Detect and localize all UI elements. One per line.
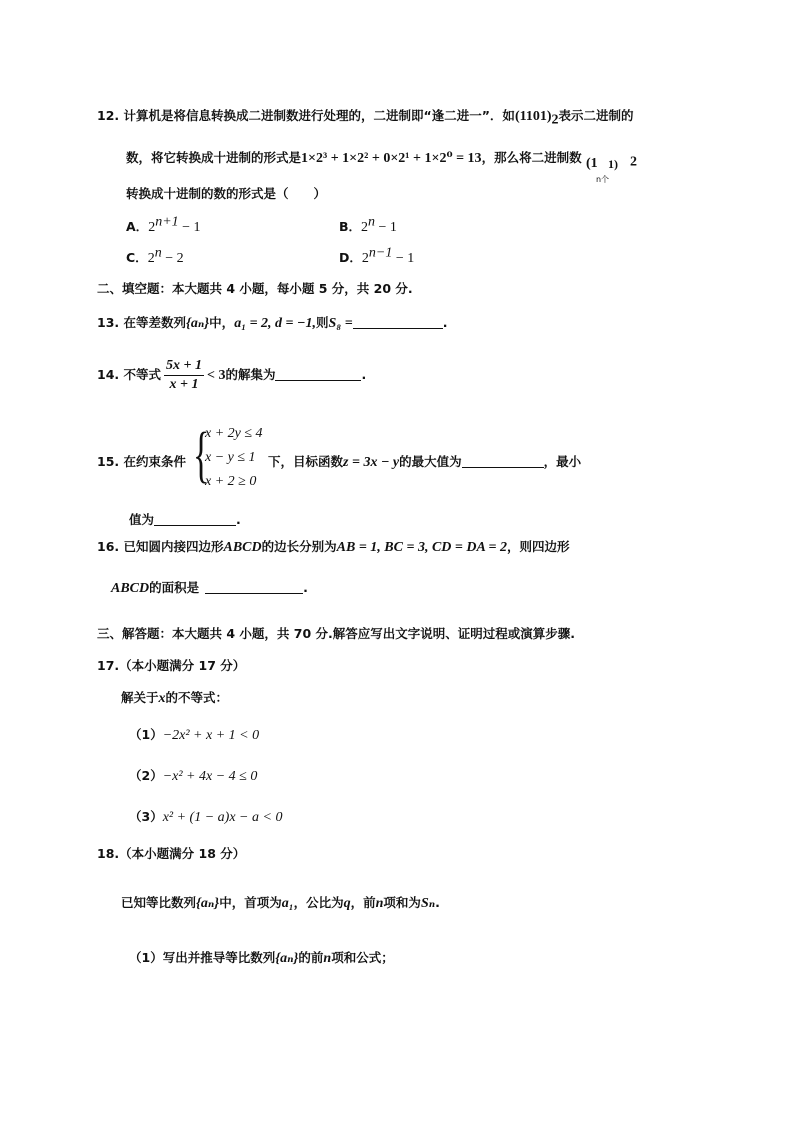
q17-part3: （3）x² + (1 − a)x − a < 0 xyxy=(129,809,283,825)
q13: 13. 在等差数列{aₙ}中，a₁ = 2, d = −1,则S₈ = . xyxy=(97,315,448,331)
answer-blank-min xyxy=(154,511,236,526)
denominator: x + 1 xyxy=(169,377,199,392)
q14: 14. 不等式 $\frac{5x + 1}{x + 1}$ < 3的解集为 . xyxy=(97,358,367,392)
q18-intro: 已知等比数列{aₙ}中，首项为a₁，公比为q，前n项和为Sₙ. xyxy=(121,895,440,911)
sequence-symbol: {aₙ} xyxy=(196,896,220,911)
q17-title: 17.（本小题满分 17 分） xyxy=(97,658,246,673)
option-b: B．$2^n - 1$ xyxy=(339,214,397,235)
option-a: A．$2^{n+1} - 1$ xyxy=(126,214,201,235)
quad-symbol: ABCD xyxy=(111,581,150,596)
section2-heading: 二、填空题：本大题共 4 小题，每小题 5 分，共 20 分. xyxy=(97,281,413,296)
q16-line1: 16. 已知圆内接四边形ABCD的边长分别为AB = 1, BC = 3, CD = DA = 2，则四边形 xyxy=(97,539,570,555)
fraction xyxy=(164,357,204,394)
answer-blank xyxy=(275,366,361,381)
option-d: D．$2^{n-1} - 1$ xyxy=(339,245,415,266)
answer-blank xyxy=(205,579,303,594)
q17-intro: 解关于x的不等式： xyxy=(121,690,229,706)
q12-line3: 转换成十进制的数的形式是（ ） xyxy=(126,186,327,201)
n-ones-label: n个 xyxy=(595,175,610,184)
first-term: a₁ xyxy=(281,896,294,911)
option-label: A． xyxy=(126,219,149,234)
base-subscript: 2 xyxy=(551,112,559,128)
condition: a₁ = 2, d = −1, xyxy=(234,316,317,331)
q15-rest: 下，目标函数z = 3x − y的最大值为 ，最小 xyxy=(268,454,582,470)
ratio: q xyxy=(343,896,351,911)
s8-symbol: S₈ = xyxy=(328,316,353,331)
q12-text: 表示二进制的 xyxy=(558,108,634,123)
option-c: C．$2^n - 2$ xyxy=(126,245,184,266)
answer-blank-max xyxy=(462,453,544,468)
q17-part2: （2）−x² + 4x − 4 ≤ 0 xyxy=(129,768,258,784)
q18-title: 18.（本小题满分 18 分） xyxy=(97,846,246,861)
sequence-symbol: {aₙ} xyxy=(186,316,210,331)
q15-label: 15. 在约束条件 xyxy=(97,454,186,469)
inequality-1: −2x² + x + 1 < 0 xyxy=(162,728,260,743)
constraint-2: x − y ≤ 1 xyxy=(205,450,256,465)
q12-line1 xyxy=(97,106,634,127)
relation: < 3 xyxy=(206,368,226,383)
q17-part1: （1）−2x² + x + 1 < 0 xyxy=(129,727,260,743)
q12-line2: 数，将它转换成十进制的形式是1×2³ + 1×2² + 0×2¹ + 1×2⁰ = 13，那么将二进制数 (1 1) n个 $_2$ xyxy=(126,148,637,169)
option-label: D． xyxy=(339,250,362,265)
variable-x: x xyxy=(158,691,166,706)
q12-text: 数，将它转换成十进制的形式是 xyxy=(126,150,302,165)
side-lengths: AB = 1, BC = 3, CD = DA = 2 xyxy=(336,540,508,555)
inequality-3: x² + (1 − a)x − a < 0 xyxy=(162,810,283,825)
option-label: C． xyxy=(126,250,148,265)
quad-symbol: ABCD xyxy=(223,540,262,555)
left-brace: { xyxy=(193,421,210,489)
sequence-symbol: {aₙ} xyxy=(275,951,299,966)
constraint-1: x + 2y ≤ 4 xyxy=(205,426,263,441)
q15-line2: 值为 . xyxy=(129,512,241,527)
q18-part1: （1）写出并推导等比数列{aₙ}的前n项和公式； xyxy=(129,950,394,966)
inequality-2: −x² + 4x − 4 ≤ 0 xyxy=(162,769,258,784)
base-subscript: 2 xyxy=(629,154,637,170)
section3-heading: 三、解答题：本大题共 4 小题，共 70 分.解答应写出文字说明、证明过程或演算步骤. xyxy=(97,626,575,641)
constraint-3: x + 2 ≥ 0 xyxy=(205,474,257,489)
option-label: B． xyxy=(339,219,362,234)
numerator: 5x + 1 xyxy=(164,357,204,376)
sum-symbol: Sₙ xyxy=(420,896,436,911)
binary-number: (1101) xyxy=(514,109,552,124)
q12-text: ，那么将二进制数 xyxy=(481,150,582,165)
answer-blank xyxy=(353,314,443,329)
constraint-system xyxy=(193,421,273,494)
q12-text: 12. 计算机是将信息转换成二进制数进行处理的，二进制即“逢二进一”．如 xyxy=(97,108,515,123)
objective: z = 3x − y xyxy=(343,455,400,470)
q16-line2: ABCD的面积是 . xyxy=(111,580,308,596)
conversion-expression: 1×2³ + 1×2² + 0×2¹ + 1×2⁰ = 13 xyxy=(301,151,482,166)
